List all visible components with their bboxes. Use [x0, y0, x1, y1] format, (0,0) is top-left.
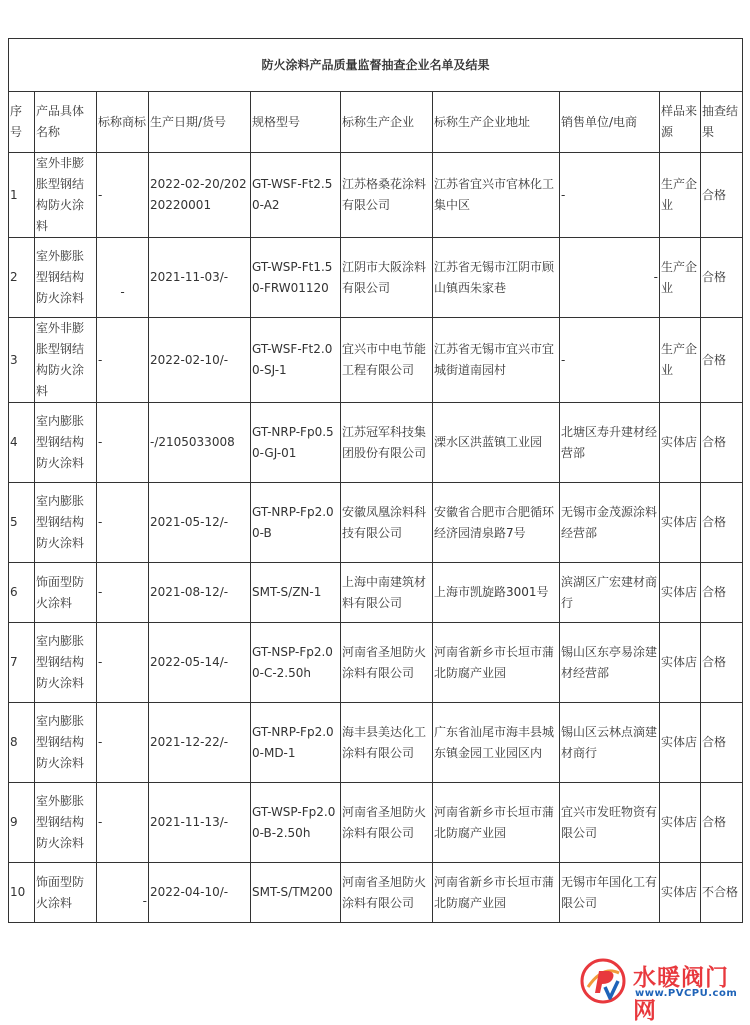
cell-trademark [97, 238, 149, 318]
cell-result: 合格 [701, 623, 743, 703]
cell-specification: GT-WSP-Fp2.00-B-2.50h [251, 783, 341, 863]
cell-manufacturer-address: 河南省新乡市长垣市蒲北防腐产业园 [433, 623, 560, 703]
cell-index: 2 [9, 238, 35, 318]
cell-trademark: - [97, 318, 149, 403]
cell-seller: 锡山区云林点滴建材商行 [560, 703, 660, 783]
cell-specification: GT-WSP-Ft1.50-FRW01120 [251, 238, 341, 318]
header-result: 抽查结果 [701, 92, 743, 153]
cell-manufacturer-address: 上海市凯旋路3001号 [433, 563, 560, 623]
cell-result: 合格 [701, 238, 743, 318]
cell-product-name: 室外非膨胀型钢结构防火涂料 [35, 318, 97, 403]
cell-trademark-value: - [120, 285, 125, 299]
cell-index: 1 [9, 153, 35, 238]
cell-specification: GT-NRP-Fp0.50-GJ-01 [251, 403, 341, 483]
cell-result: 合格 [701, 153, 743, 238]
cell-product-name: 室内膨胀型钢结构防火涂料 [35, 703, 97, 783]
cell-seller: 宜兴市发旺物资有限公司 [560, 783, 660, 863]
cell-specification: GT-NRP-Fp2.00-MD-1 [251, 703, 341, 783]
cell-result: 不合格 [701, 863, 743, 923]
table-row [9, 153, 743, 238]
cell-trademark: - [97, 563, 149, 623]
table-row [9, 483, 743, 563]
cell-seller: - [560, 153, 660, 238]
cell-manufacturer-address: 江苏省宜兴市官林化工集中区 [433, 153, 560, 238]
cell-index: 7 [9, 623, 35, 703]
cell-manufacturer: 江苏冠军科技集团股份有限公司 [341, 403, 433, 483]
cell-index: 6 [9, 563, 35, 623]
watermark-name: 水暖阀门网 [633, 965, 729, 1024]
cell-trademark: - [97, 703, 149, 783]
cell-index: 3 [9, 318, 35, 403]
cell-manufacturer: 江苏格桑花涂料有限公司 [341, 153, 433, 238]
watermark-url: www.PVCPU.com [635, 988, 738, 999]
cell-manufacturer-address: 河南省新乡市长垣市蒲北防腐产业园 [433, 783, 560, 863]
header-production-date: 生产日期/货号 [149, 92, 251, 153]
cell-production-date: 2021-08-12/- [149, 563, 251, 623]
cell-production-date: 2021-11-03/- [149, 238, 251, 318]
cell-result: 合格 [701, 483, 743, 563]
cell-manufacturer-address: 安徽省合肥市合肥循环经济园清泉路7号 [433, 483, 560, 563]
cell-sample-source: 实体店 [660, 863, 701, 923]
cell-manufacturer: 江阴市大阪涂料有限公司 [341, 238, 433, 318]
table-row [9, 623, 743, 703]
cell-trademark: - [97, 403, 149, 483]
cell-seller: - [560, 318, 660, 403]
cell-sample-source: 实体店 [660, 563, 701, 623]
cell-manufacturer-address: 广东省汕尾市海丰县城东镇金园工业园区内 [433, 703, 560, 783]
cell-seller: 锡山区东亭易涂建材经营部 [560, 623, 660, 703]
header-row [9, 92, 743, 153]
cell-manufacturer: 宜兴市中电节能工程有限公司 [341, 318, 433, 403]
cell-trademark: - [97, 153, 149, 238]
table-title: 防火涂料产品质量监督抽查企业名单及结果 [9, 39, 743, 92]
table-row [9, 403, 743, 483]
header-seller: 销售单位/电商 [560, 92, 660, 153]
cell-production-date: 2022-02-20/20220220001 [149, 153, 251, 238]
watermark-logo-icon [579, 957, 627, 1005]
cell-manufacturer: 河南省圣旭防火涂料有限公司 [341, 863, 433, 923]
cell-manufacturer: 安徽凤凰涂料科技有限公司 [341, 483, 433, 563]
cell-seller: 滨湖区广宏建材商行 [560, 563, 660, 623]
table-row [9, 318, 743, 403]
table-row [9, 783, 743, 863]
header-trademark: 标称商标 [97, 92, 149, 153]
header-manufacturer-address: 标称生产企业地址 [433, 92, 560, 153]
table-row [9, 863, 743, 923]
cell-index: 10 [9, 863, 35, 923]
cell-seller: 无锡市年国化工有限公司 [560, 863, 660, 923]
header-index: 序号 [9, 92, 35, 153]
cell-sample-source: 实体店 [660, 703, 701, 783]
cell-sample-source: 生产企业 [660, 238, 701, 318]
cell-specification: SMT-S/ZN-1 [251, 563, 341, 623]
cell-sample-source: 实体店 [660, 403, 701, 483]
cell-manufacturer-address: 溧水区洪蓝镇工业园 [433, 403, 560, 483]
cell-trademark: - [97, 623, 149, 703]
cell-specification: GT-NRP-Fp2.00-B [251, 483, 341, 563]
cell-result: 合格 [701, 783, 743, 863]
cell-sample-source: 实体店 [660, 783, 701, 863]
cell-production-date: 2021-05-12/- [149, 483, 251, 563]
cell-manufacturer: 上海中南建筑材料有限公司 [341, 563, 433, 623]
cell-product-name: 室外非膨胀型钢结构防火涂料 [35, 153, 97, 238]
table-row [9, 563, 743, 623]
header-manufacturer: 标称生产企业 [341, 92, 433, 153]
header-product-name: 产品具体名称 [35, 92, 97, 153]
cell-trademark-value: - [142, 894, 147, 908]
cell-specification: GT-WSF-Ft2.00-SJ-1 [251, 318, 341, 403]
results-table [8, 38, 743, 923]
cell-product-name: 室内膨胀型钢结构防火涂料 [35, 403, 97, 483]
cell-production-date: 2021-11-13/- [149, 783, 251, 863]
cell-result: 合格 [701, 563, 743, 623]
cell-production-date: -/2105033008 [149, 403, 251, 483]
cell-seller: - [560, 238, 660, 318]
cell-product-name: 室内膨胀型钢结构防火涂料 [35, 623, 97, 703]
cell-result: 合格 [701, 403, 743, 483]
cell-product-name: 室外膨胀型钢结构防火涂料 [35, 783, 97, 863]
cell-specification: SMT-S/TM200 [251, 863, 341, 923]
table-row [9, 703, 743, 783]
cell-manufacturer: 河南省圣旭防火涂料有限公司 [341, 623, 433, 703]
cell-manufacturer-address: 江苏省无锡市宜兴市宜城街道南园村 [433, 318, 560, 403]
cell-production-date: 2022-05-14/- [149, 623, 251, 703]
cell-index: 9 [9, 783, 35, 863]
cell-production-date: 2022-02-10/- [149, 318, 251, 403]
cell-seller: 无锡市金茂源涂料经营部 [560, 483, 660, 563]
cell-product-name: 饰面型防火涂料 [35, 563, 97, 623]
cell-sample-source: 生产企业 [660, 318, 701, 403]
cell-seller: 北塘区寿升建材经营部 [560, 403, 660, 483]
table-row [9, 238, 743, 318]
cell-index: 4 [9, 403, 35, 483]
cell-product-name: 室外膨胀型钢结构防火涂料 [35, 238, 97, 318]
cell-manufacturer-address: 河南省新乡市长垣市蒲北防腐产业园 [433, 863, 560, 923]
cell-manufacturer: 海丰县美达化工涂料有限公司 [341, 703, 433, 783]
cell-production-date: 2022-04-10/- [149, 863, 251, 923]
cell-production-date: 2021-12-22/- [149, 703, 251, 783]
cell-sample-source: 实体店 [660, 483, 701, 563]
cell-specification: GT-NSP-Fp2.00-C-2.50h [251, 623, 341, 703]
cell-index: 8 [9, 703, 35, 783]
cell-index: 5 [9, 483, 35, 563]
cell-trademark: - [97, 783, 149, 863]
cell-specification: GT-WSF-Ft2.50-A2 [251, 153, 341, 238]
header-sample-source: 样品来源 [660, 92, 701, 153]
cell-sample-source: 实体店 [660, 623, 701, 703]
cell-product-name: 饰面型防火涂料 [35, 863, 97, 923]
cell-trademark: - [97, 483, 149, 563]
watermark [579, 957, 749, 1024]
cell-sample-source: 生产企业 [660, 153, 701, 238]
header-specification: 规格型号 [251, 92, 341, 153]
cell-result: 合格 [701, 318, 743, 403]
cell-result: 合格 [701, 703, 743, 783]
cell-manufacturer: 河南省圣旭防火涂料有限公司 [341, 783, 433, 863]
cell-product-name: 室内膨胀型钢结构防火涂料 [35, 483, 97, 563]
cell-trademark [97, 863, 149, 923]
cell-manufacturer-address: 江苏省无锡市江阴市顾山镇西朱家巷 [433, 238, 560, 318]
